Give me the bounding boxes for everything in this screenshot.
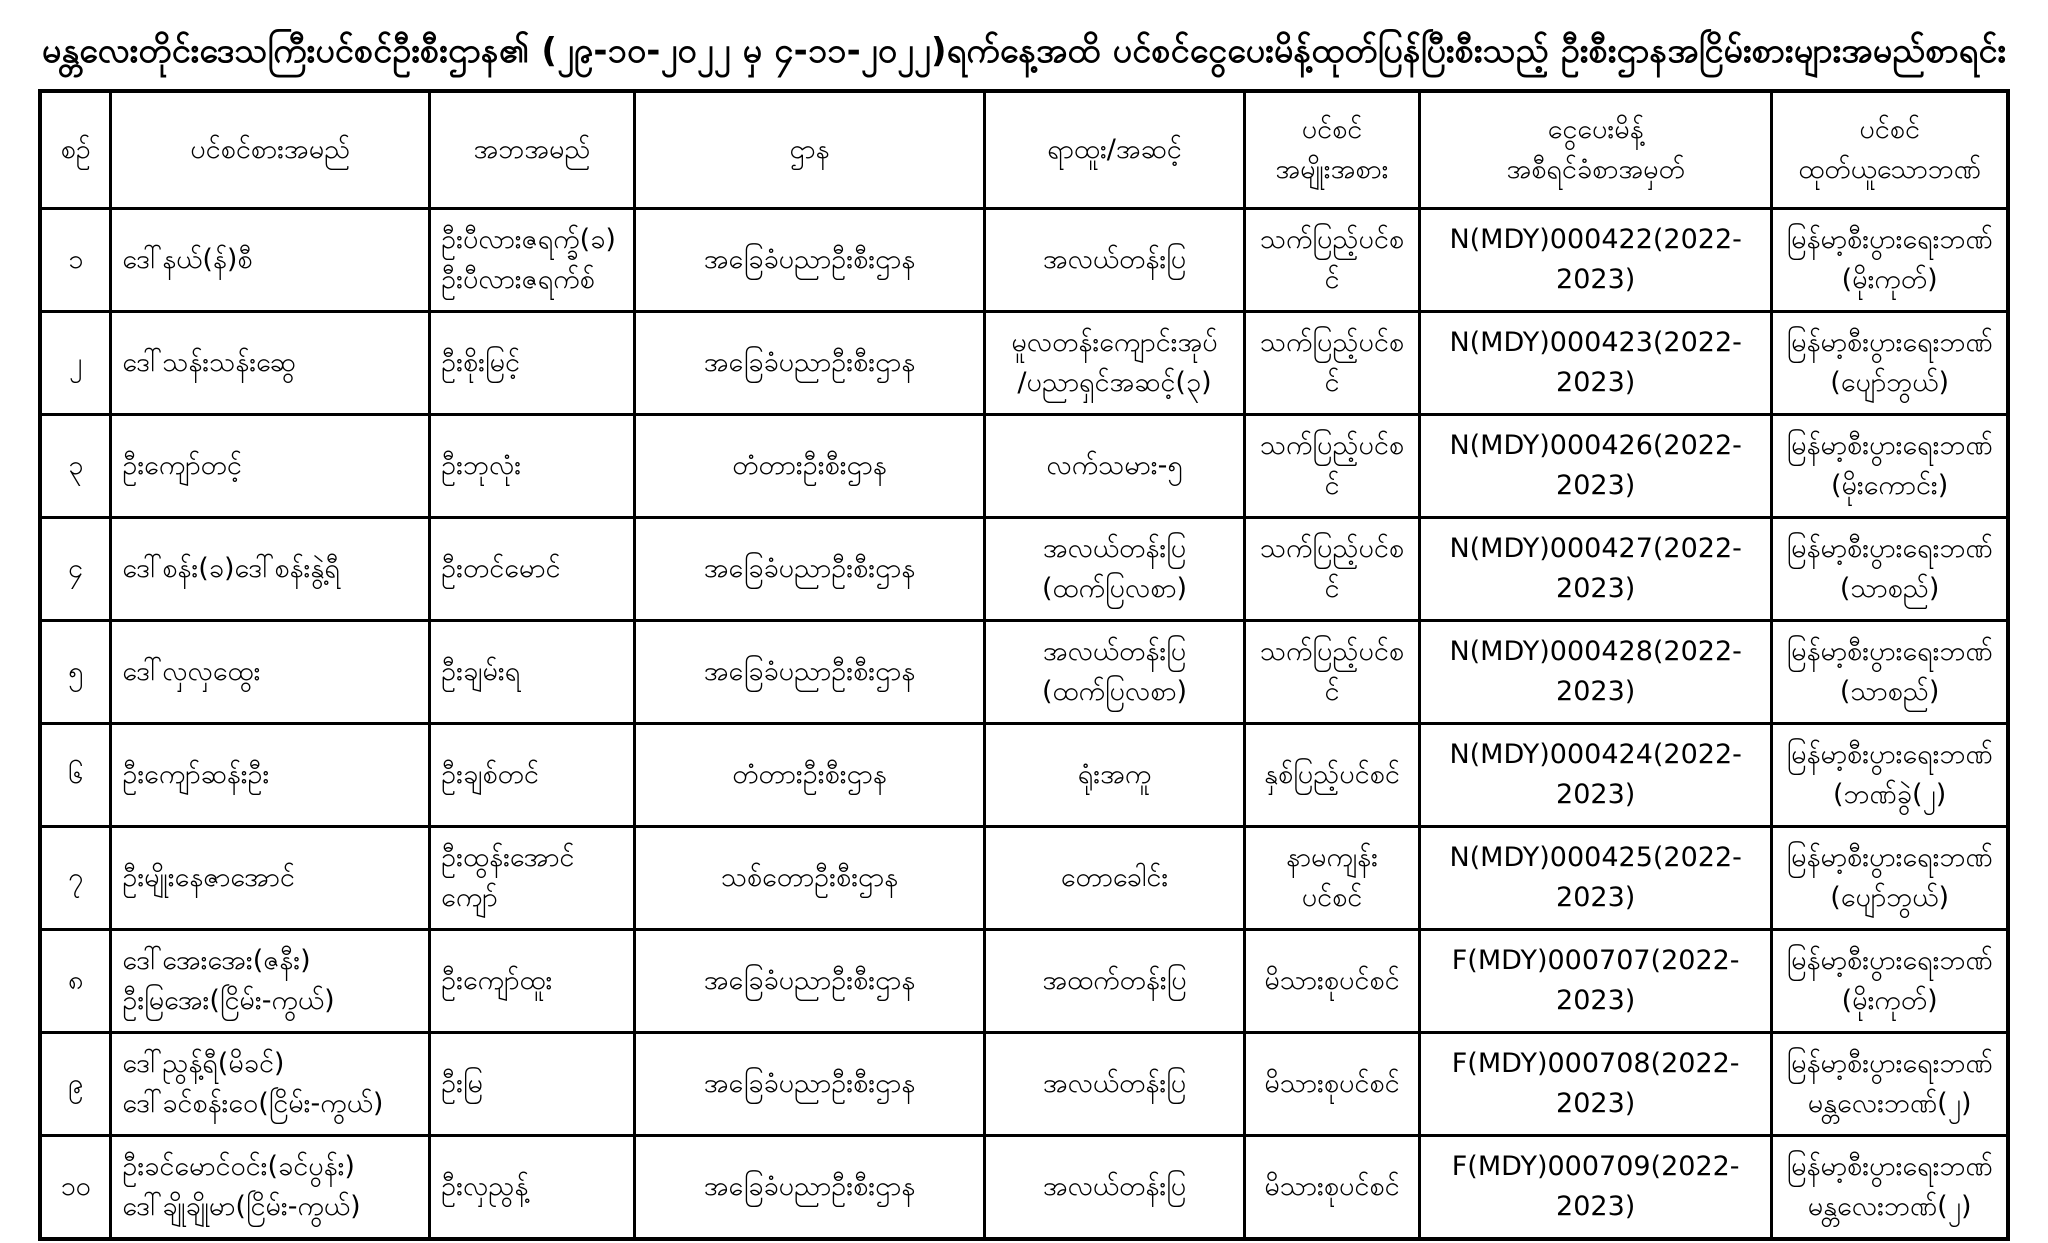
pension-list-table [38,89,2010,1241]
cell-no [40,208,111,311]
column-header-line: ပင်စင် [1859,114,1920,146]
column-header-bank [1772,91,2008,209]
cell-line-bank: မြန်မာ့စီးပွားရေးဘဏ် [1786,945,1993,977]
cell-line-bank: မန္တလေးဘဏ်(၂) [1807,1087,1972,1119]
cell-line-no: ၄ [68,552,84,584]
column-header-line: စဉ် [60,133,91,165]
cell-line-father_name: ဦးစိုးမြင့် [441,346,520,378]
cell-line-order_no: N(MDY)000422(2022-2023) [1449,224,1742,295]
cell-bank [1772,620,2008,723]
cell-line-position: (ထက်ပြလစာ) [1041,572,1188,604]
cell-no [40,517,111,620]
cell-order_no [1420,414,1772,517]
cell-line-bank: မြန်မာ့စီးပွားရေးဘဏ် [1786,1048,1993,1080]
cell-pension_type [1244,929,1419,1032]
cell-line-father_name: ဦးဘုလုံး [441,449,522,481]
cell-line-position: အလယ်တန်းပြ [1042,533,1187,565]
cell-line-father_name: ဦးထွန်းအောင်ကျော် [441,842,575,913]
cell-line-position: အထက်တန်းပြ [1042,964,1187,996]
cell-position [985,208,1245,311]
cell-department [634,517,984,620]
cell-order_no [1420,311,1772,414]
column-header-line: ရာထူး/အဆင့် [1047,133,1182,165]
cell-bank [1772,1032,2008,1135]
cell-line-no: ၂ [69,346,83,378]
table-row [40,208,2008,311]
cell-no [40,620,111,723]
cell-line-pension_type: သက်ပြည့်ပင်စင် [1259,636,1405,707]
cell-pension_type [1244,208,1419,311]
cell-position [985,1032,1245,1135]
cell-position [985,311,1245,414]
table-row [40,1032,2008,1135]
cell-pensioner_name [111,208,430,311]
cell-line-pensioner_name: ဒေါ်ညွန့်ရီ(မိခင်) [122,1048,285,1080]
cell-bank [1772,311,2008,414]
cell-line-pensioner_name: ဦးကျော်တင့် [122,449,242,481]
column-header-pension_type [1244,91,1419,209]
column-header-pensioner_name [111,91,430,209]
column-header-order_no [1420,91,1772,209]
cell-line-pensioner_name: ဒေါ်နယ်(န်)စီ [122,243,253,275]
cell-father_name [430,620,635,723]
cell-father_name [430,517,635,620]
column-header-no [40,91,111,209]
cell-line-father_name: ဦးလှညွန့် [441,1170,529,1202]
cell-pensioner_name [111,1032,430,1135]
table-row [40,929,2008,1032]
column-header-line: အမျိုးအစား [1275,153,1389,185]
column-header-position [985,91,1245,209]
cell-order_no [1420,723,1772,826]
column-header-line: အဘအမည် [473,133,591,165]
table-row [40,826,2008,929]
cell-line-bank: (ပျော်ဘွယ်) [1830,881,1949,913]
column-header-line: ဌာန [789,133,830,165]
cell-father_name [430,826,635,929]
cell-line-order_no: N(MDY)000425(2022-2023) [1449,842,1742,913]
cell-line-no: ၆ [68,758,84,790]
cell-line-father_name: ဦးချစ်တင် [441,758,539,790]
cell-line-position: (ထက်ပြလစာ) [1041,675,1188,707]
cell-line-department: အခြေခံပညာဦးစီးဌာန [703,964,916,996]
cell-line-position: /ပညာရှင်အဆင့်(၃) [1017,366,1212,398]
cell-line-position: ရုံးအကူ [1077,758,1152,790]
cell-line-no: ၃ [68,449,84,481]
table-body [40,208,2008,1239]
cell-order_no [1420,620,1772,723]
cell-no [40,1032,111,1135]
cell-line-pension_type: မိသားစုပင်စင် [1264,1170,1400,1202]
cell-line-order_no: N(MDY)000423(2022-2023) [1449,327,1742,398]
cell-line-position: တောခေါင်း [1060,861,1169,893]
cell-line-pensioner_name: ဒေါ်ခင်စန်းဝေ(ငြိမ်း-ကွယ်) [122,1087,384,1119]
cell-line-pensioner_name: ဦးခင်မောင်ဝင်း(ခင်ပွန်း) [122,1151,355,1183]
column-header-line: ပင်စင်စားအမည် [190,133,351,165]
cell-line-pensioner_name: ဒေါ်လှလှထွေး [122,655,261,687]
cell-line-bank: မြန်မာ့စီးပွားရေးဘဏ် [1786,430,1993,462]
cell-line-bank: မန္တလေးဘဏ်(၂) [1807,1190,1972,1222]
cell-order_no [1420,826,1772,929]
cell-pension_type [1244,620,1419,723]
cell-line-department: အခြေခံပညာဦးစီးဌာန [703,1170,916,1202]
cell-line-order_no: N(MDY)000428(2022-2023) [1449,636,1742,707]
cell-pension_type [1244,826,1419,929]
cell-father_name [430,929,635,1032]
cell-father_name [430,1032,635,1135]
cell-line-pension_type: သက်ပြည့်ပင်စင် [1259,533,1405,604]
cell-line-bank: (မိုးကောင်း) [1830,469,1949,501]
cell-line-bank: မြန်မာ့စီးပွားရေးဘဏ် [1786,327,1993,359]
cell-line-no: ၉ [68,1067,84,1099]
cell-line-pensioner_name: ဒေါ်အေးအေး(ဇနီး) [122,945,311,977]
cell-pension_type [1244,723,1419,826]
cell-no [40,414,111,517]
cell-line-pension_type: သက်ပြည့်ပင်စင် [1259,327,1405,398]
cell-pension_type [1244,1135,1419,1239]
cell-line-department: အခြေခံပညာဦးစီးဌာန [703,346,916,378]
cell-department [634,414,984,517]
cell-father_name [430,1135,635,1239]
cell-line-bank: မြန်မာ့စီးပွားရေးဘဏ် [1786,636,1993,668]
column-header-line: အစီရင်ခံစာအမှတ် [1506,153,1685,185]
cell-line-bank: (မိုးကုတ်) [1841,984,1938,1016]
cell-position [985,929,1245,1032]
cell-line-order_no: N(MDY)000424(2022-2023) [1449,739,1742,810]
cell-line-position: မူလတန်းကျောင်းအုပ် [1011,327,1218,359]
cell-position [985,826,1245,929]
cell-pensioner_name [111,1135,430,1239]
cell-line-bank: (ဘဏ်ခွဲ(၂) [1833,778,1947,810]
cell-no [40,826,111,929]
cell-line-father_name: ဦးပီလားဇရက္ခ်(ခ) [441,224,616,256]
cell-line-department: သစ်တောဦးစီးဌာန [720,861,899,893]
column-header-line: ထုတ်ယူသောဘဏ် [1798,153,1981,185]
cell-line-pensioner_name: ဒေါ်စန်း(ခ)ဒေါ်စန်းနွဲ့ရီ [122,552,340,584]
cell-pensioner_name [111,723,430,826]
cell-line-no: ၁ [68,243,84,275]
cell-father_name [430,723,635,826]
cell-line-department: အခြေခံပညာဦးစီးဌာန [703,243,916,275]
cell-order_no [1420,208,1772,311]
table-row [40,517,2008,620]
cell-line-no: ၅ [68,655,84,687]
cell-position [985,414,1245,517]
cell-line-order_no: F(MDY)000708(2022-2023) [1451,1048,1740,1119]
cell-line-position: လက်သမား-၅ [1046,449,1183,481]
cell-line-no: ၇ [68,861,84,893]
cell-pension_type [1244,414,1419,517]
cell-pensioner_name [111,311,430,414]
column-header-line: ငွေပေးမိန့် [1547,114,1644,146]
cell-department [634,826,984,929]
cell-pensioner_name [111,826,430,929]
cell-no [40,1135,111,1239]
cell-line-bank: (သာစည်) [1839,572,1940,604]
cell-bank [1772,517,2008,620]
column-header-father_name [430,91,635,209]
cell-line-pensioner_name: ဦးမြအေး(ငြိမ်း-ကွယ်) [122,984,335,1016]
cell-department [634,311,984,414]
cell-order_no [1420,1032,1772,1135]
cell-line-bank: (ပျော်ဘွယ်) [1830,366,1949,398]
cell-father_name [430,208,635,311]
cell-line-bank: မြန်မာ့စီးပွားရေးဘဏ် [1786,842,1993,874]
cell-bank [1772,1135,2008,1239]
cell-line-pension_type: သက်ပြည့်ပင်စင် [1259,430,1405,501]
cell-line-pension_type: နာမကျန်းပင်စင် [1285,842,1378,913]
cell-bank [1772,414,2008,517]
cell-line-father_name: ဦးချမ်းရ [441,655,521,687]
cell-line-bank: (မိုးကုတ်) [1841,263,1938,295]
table-row [40,620,2008,723]
cell-line-position: အလယ်တန်းပြ [1042,1170,1187,1202]
cell-line-department: အခြေခံပညာဦးစီးဌာန [703,1067,916,1099]
cell-line-order_no: N(MDY)000427(2022-2023) [1449,533,1742,604]
cell-line-order_no: N(MDY)000426(2022-2023) [1449,430,1742,501]
cell-position [985,517,1245,620]
page-title: မန္တလေးတိုင်းဒေသကြီးပင်စင်ဦးစီးဌာန၏ (၂၉-၁၀-၂၀၂၂ မှ ၄-၁၁-၂၀၂၂)ရက်နေ့အထိ ပင်စင်ငွေပေးမိန့်ထုတ်ပြန်ပြီးစီးသည့် ဦးစီးဌာနအငြိမ်းစားများအမည်စာရင်း [41,31,2007,71]
cell-line-pension_type: နှစ်ပြည့်ပင်စင် [1264,758,1400,790]
cell-bank [1772,723,2008,826]
cell-line-pensioner_name: ဒေါ်သန်းသန်းဆွေ [122,346,296,378]
cell-line-bank: မြန်မာ့စီးပွားရေးဘဏ် [1786,533,1993,565]
cell-line-pensioner_name: ဦးကျော်ဆန်းဦး [122,758,270,790]
cell-pensioner_name [111,620,430,723]
cell-department [634,929,984,1032]
cell-department [634,723,984,826]
cell-position [985,1135,1245,1239]
cell-father_name [430,414,635,517]
cell-no [40,311,111,414]
cell-line-pension_type: သက်ပြည့်ပင်စင် [1259,224,1405,295]
cell-line-department: အခြေခံပညာဦးစီးဌာန [703,655,916,687]
cell-line-order_no: F(MDY)000707(2022-2023) [1451,945,1740,1016]
cell-line-department: အခြေခံပညာဦးစီးဌာန [703,552,916,584]
cell-line-bank: မြန်မာ့စီးပွားရေးဘဏ် [1786,224,1993,256]
header-row [40,91,2008,209]
cell-pensioner_name [111,414,430,517]
table-header [40,91,2008,209]
cell-line-department: တံတားဦးစီးဌာန [732,758,887,790]
cell-father_name [430,311,635,414]
cell-pension_type [1244,1032,1419,1135]
cell-line-department: တံတားဦးစီးဌာန [732,449,887,481]
column-header-line: ပင်စင် [1301,114,1363,146]
table-row [40,414,2008,517]
cell-line-order_no: F(MDY)000709(2022-2023) [1451,1151,1740,1222]
cell-order_no [1420,517,1772,620]
cell-line-position: အလယ်တန်းပြ [1042,1067,1187,1099]
cell-line-pensioner_name: ဒေါ်ချိုချိုမာ(ငြိမ်း-ကွယ်) [122,1190,361,1222]
cell-line-pension_type: မိသားစုပင်စင် [1264,1067,1400,1099]
cell-no [40,723,111,826]
cell-line-position: အလယ်တန်းပြ [1042,636,1187,668]
cell-department [634,620,984,723]
cell-position [985,723,1245,826]
cell-bank [1772,929,2008,1032]
table-row [40,1135,2008,1239]
cell-line-position: အလယ်တန်းပြ [1042,243,1187,275]
cell-bank [1772,826,2008,929]
cell-position [985,620,1245,723]
cell-pensioner_name [111,517,430,620]
cell-line-no: ၁၀ [60,1170,91,1202]
cell-order_no [1420,1135,1772,1239]
column-header-department [634,91,984,209]
cell-department [634,1135,984,1239]
cell-line-father_name: ဦးတင်မောင် [441,552,561,584]
cell-line-father_name: ဦးမြ [441,1067,483,1099]
cell-line-pension_type: မိသားစုပင်စင် [1264,964,1400,996]
cell-department [634,1032,984,1135]
cell-department [634,208,984,311]
cell-line-bank: (သာစည်) [1839,675,1940,707]
cell-pension_type [1244,517,1419,620]
cell-order_no [1420,929,1772,1032]
cell-pensioner_name [111,929,430,1032]
table-row [40,723,2008,826]
cell-bank [1772,208,2008,311]
cell-line-bank: မြန်မာ့စီးပွားရေးဘဏ် [1786,739,1993,771]
cell-line-father_name: ဦးကျော်ထူး [441,964,553,996]
cell-pension_type [1244,311,1419,414]
cell-line-father_name: ဦးပီလားဇရက်စ် [441,263,595,295]
cell-no [40,929,111,1032]
table-row [40,311,2008,414]
cell-line-pensioner_name: ဦးမျိုးနေဇာအောင် [122,861,295,893]
cell-line-bank: မြန်မာ့စီးပွားရေးဘဏ် [1786,1151,1993,1183]
cell-line-no: ၈ [67,964,84,996]
